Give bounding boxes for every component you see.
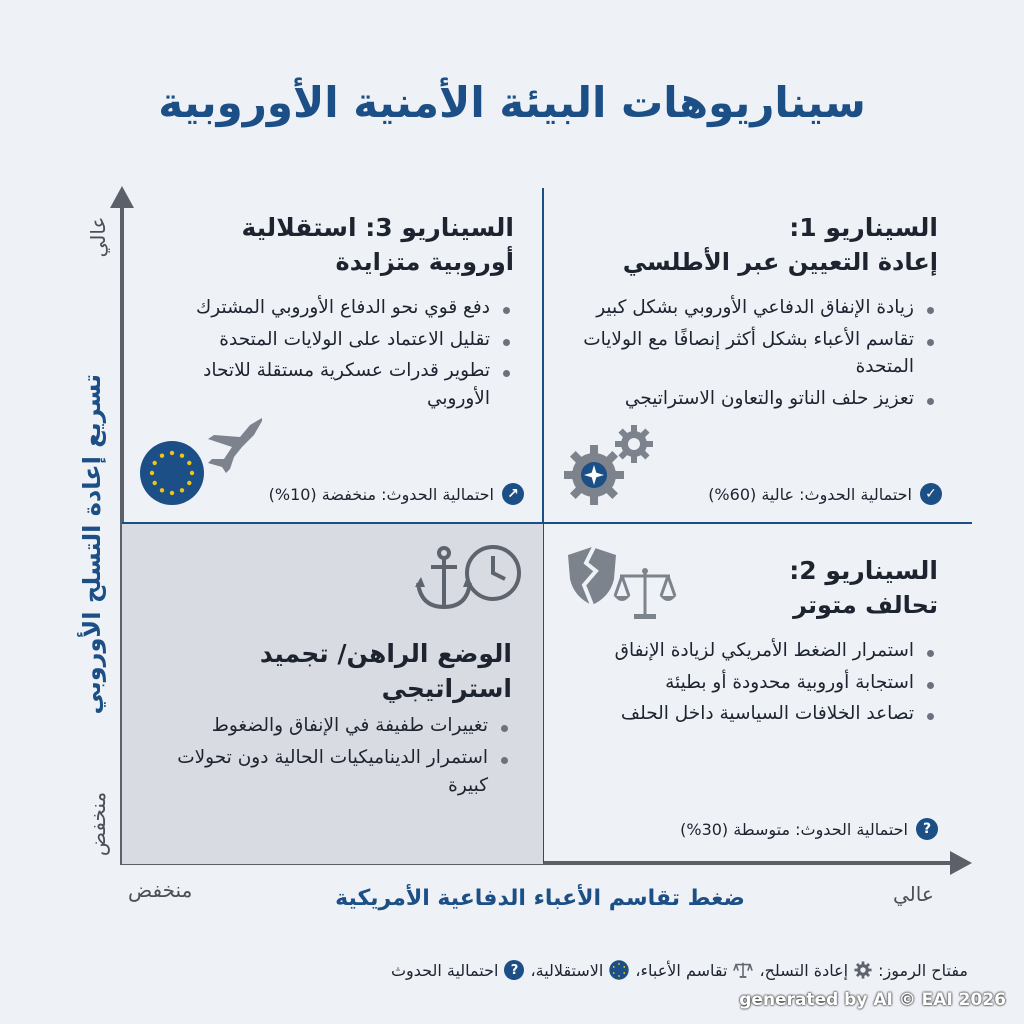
- scenario-1-title: السيناريو 1:: [789, 213, 938, 242]
- question-icon: ?: [916, 818, 938, 840]
- scenario-1-bullet: تقاسم الأعباء بشكل أكثر إنصافًا مع الولايات المتحدة: [573, 326, 938, 382]
- scenario-3-bullet: تطوير قدرات عسكرية مستقلة للاتحاد الأوروبي: [169, 357, 514, 413]
- status-quo: [167, 636, 512, 803]
- scenario-1: [573, 210, 938, 417]
- status-quo-bullet: تغييرات طفيفة في الإنفاق والضغوط: [167, 712, 512, 740]
- scenario-2-title: السيناريو 2:: [789, 556, 938, 585]
- scales-icon: [733, 961, 753, 979]
- scenario-3-bullet: دفع قوي نحو الدفاع الأوروبي المشترك: [169, 294, 514, 322]
- y-axis-high-label: عالي: [86, 216, 110, 258]
- page-title: سيناريوهات البيئة الأمنية الأوروبية: [158, 78, 866, 127]
- legend-prefix: مفتاح الرموز:: [878, 960, 968, 980]
- y-axis-low-label: منخفض: [86, 791, 110, 857]
- legend-rearm: إعادة التسلح،: [759, 960, 849, 980]
- scenario-1-subtitle: إعادة التعيين عبر الأطلسي: [622, 248, 938, 276]
- legend-burden: تقاسم الأعباء،: [635, 960, 728, 980]
- scenario-3-probability-text: احتمالية الحدوث: منخفضة (10%): [268, 484, 494, 504]
- scenario-1-probability: [708, 483, 942, 505]
- eu-flag-icon: [139, 440, 205, 506]
- scenario-2-subtitle: تحالف متوتر: [793, 591, 938, 619]
- status-quo-title: الوضع الراهن/ تجميد استراتيجي: [259, 639, 512, 703]
- eu-flag-icon: [609, 960, 629, 980]
- legend-autonomy: الاستقلالية،: [530, 960, 604, 980]
- scenario-3-probability: [269, 483, 524, 505]
- scenario-2: [578, 553, 938, 732]
- scenario-2-bullet: تصاعد الخلافات السياسية داخل الحلف: [578, 700, 938, 728]
- scenario-3-title: السيناريو 3: استقلالية: [241, 213, 514, 242]
- gear-icon: [614, 424, 654, 464]
- clock-icon: [463, 543, 523, 603]
- scenario-1-probability-text: احتمالية الحدوث: عالية (60%): [708, 484, 912, 504]
- y-axis-label: تسريع إعادة التسلح الأوروبي: [78, 374, 106, 715]
- question-icon: ?: [504, 960, 524, 980]
- scenario-2-probability-text: احتمالية الحدوث: متوسطة (30%): [680, 819, 908, 839]
- scenario-1-bullet: زيادة الإنفاق الدفاعي الأوروبي بشكل كبير: [573, 294, 938, 322]
- legend: [391, 960, 968, 980]
- status-quo-bullet: استمرار الديناميكيات الحالية دون تحولات كبيرة: [167, 744, 512, 800]
- x-axis-arrow: [950, 851, 972, 875]
- scenario-2-probability: [680, 818, 938, 840]
- scenario-3-subtitle: أوروبية متزايدة: [335, 248, 514, 276]
- check-icon: ✓: [920, 483, 942, 505]
- footer-credit: generated by AI © EAI 2026: [739, 990, 1006, 1010]
- scenario-1-bullet: تعزيز حلف الناتو والتعاون الاستراتيجي: [573, 385, 938, 413]
- legend-probability: احتمالية الحدوث: [390, 960, 499, 980]
- scenario-2-bullet: استمرار الضغط الأمريكي لزيادة الإنفاق: [578, 637, 938, 665]
- x-axis-low-label: منخفض: [128, 878, 193, 902]
- scenario-3: [169, 210, 514, 417]
- x-axis-label: ضغط تقاسم الأعباء الدفاعية الأمريكية: [335, 886, 745, 911]
- gear-icon: [854, 961, 872, 979]
- y-axis-arrow: [110, 186, 134, 208]
- scenario-2-bullet: استجابة أوروبية محدودة أو بطيئة: [578, 669, 938, 697]
- fighter-jet-icon: [200, 415, 266, 477]
- arrow-up-right-icon: ↗: [502, 483, 524, 505]
- scenario-3-bullet: تقليل الاعتماد على الولايات المتحدة: [169, 326, 514, 354]
- x-axis-high-label: عالي: [893, 882, 934, 906]
